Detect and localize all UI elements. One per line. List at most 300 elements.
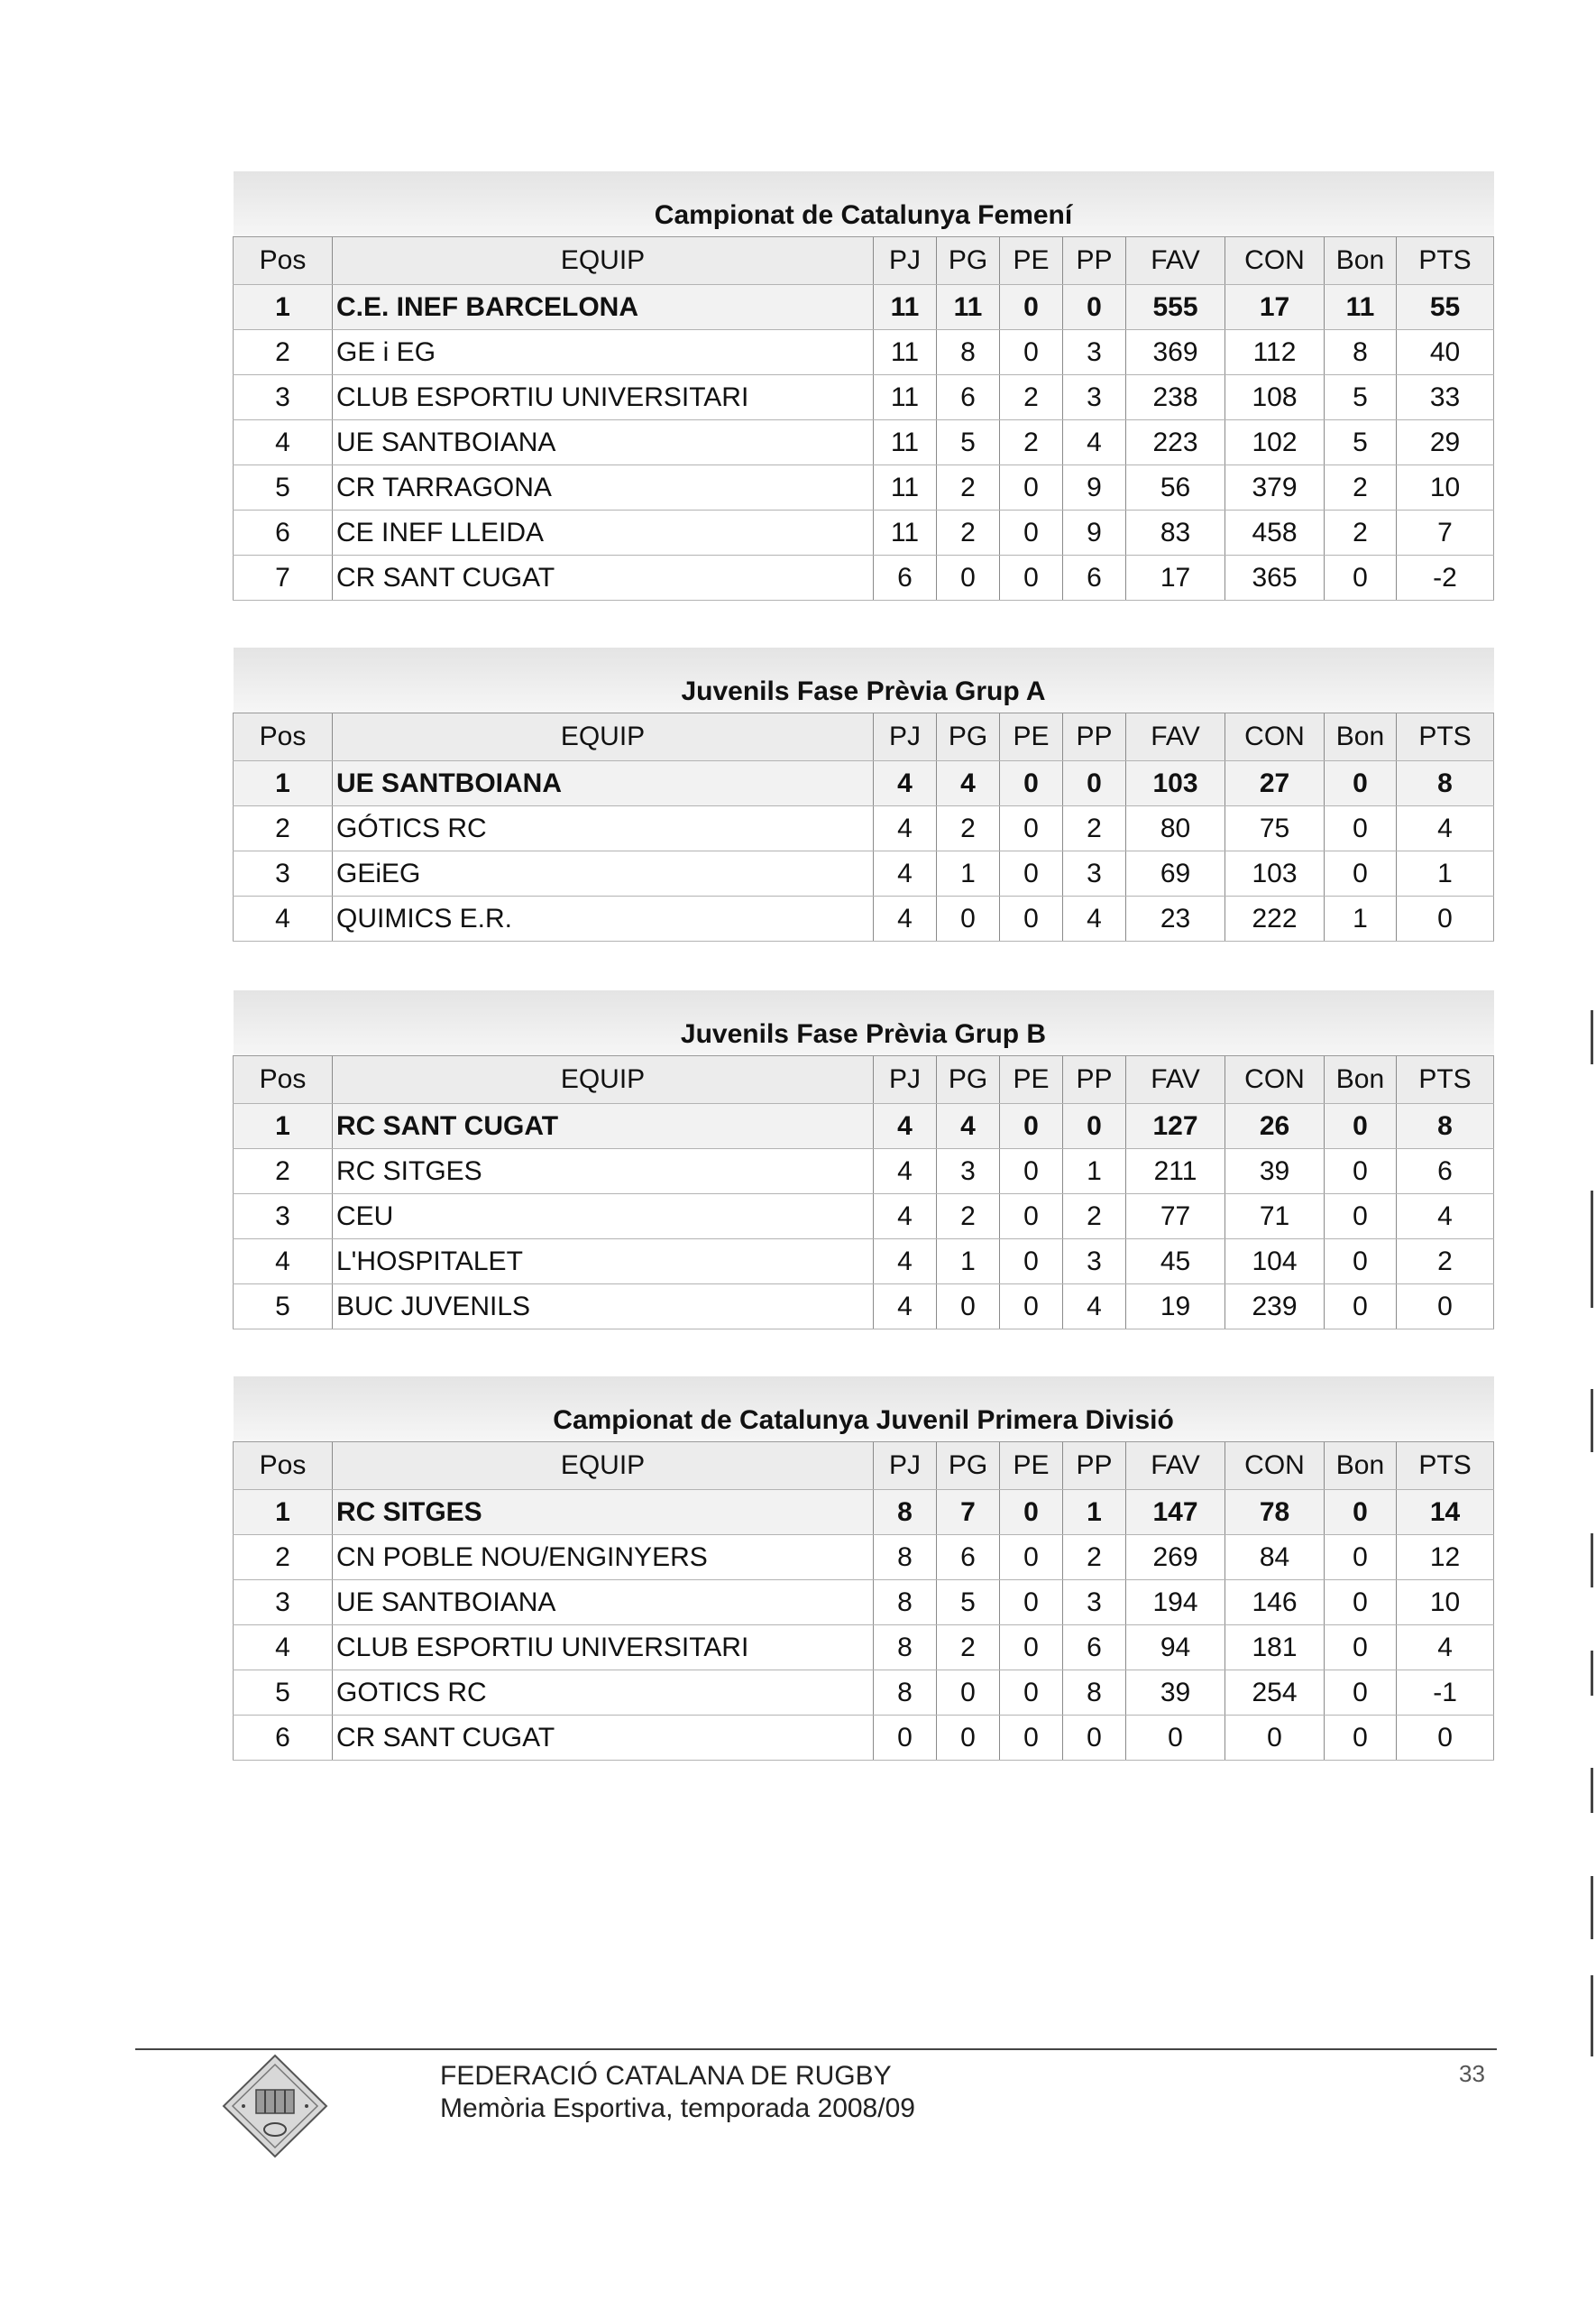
cell-pos: 3 xyxy=(234,1194,333,1239)
table-header-row xyxy=(234,1442,1494,1490)
table-row xyxy=(234,375,1494,420)
header-pp: PP xyxy=(1063,713,1126,761)
cell-team: GE i EG xyxy=(333,330,874,375)
header-bon: Bon xyxy=(1325,713,1397,761)
table-row xyxy=(234,897,1494,942)
header-con: CON xyxy=(1225,713,1325,761)
cell-con: 365 xyxy=(1225,556,1325,601)
cell-fav: 23 xyxy=(1126,897,1225,942)
cell-pg: 11 xyxy=(937,285,1000,330)
cell-pe: 0 xyxy=(1000,285,1063,330)
page-edge-mark xyxy=(1591,1533,1593,1587)
header-pts: PTS xyxy=(1397,1442,1494,1490)
cell-fav: 94 xyxy=(1126,1625,1225,1670)
cell-pe: 0 xyxy=(1000,1149,1063,1194)
cell-pe: 0 xyxy=(1000,1490,1063,1535)
cell-bon: 0 xyxy=(1325,1284,1397,1329)
cell-con: 239 xyxy=(1225,1284,1325,1329)
cell-pts: 2 xyxy=(1397,1239,1494,1284)
cell-pe: 0 xyxy=(1000,330,1063,375)
header-pos: Pos xyxy=(234,1442,333,1490)
cell-pos: 3 xyxy=(234,375,333,420)
page-edge-mark xyxy=(1591,1191,1593,1308)
cell-pg: 2 xyxy=(937,1625,1000,1670)
cell-team: CR SANT CUGAT xyxy=(333,556,874,601)
header-fav: FAV xyxy=(1126,1442,1225,1490)
header-pj: PJ xyxy=(874,713,937,761)
cell-team: GEiEG xyxy=(333,851,874,897)
cell-pg: 8 xyxy=(937,330,1000,375)
cell-bon: 0 xyxy=(1325,1535,1397,1580)
cell-pts: 40 xyxy=(1397,330,1494,375)
cell-pj: 11 xyxy=(874,330,937,375)
cell-pts: 10 xyxy=(1397,465,1494,511)
cell-pts: 4 xyxy=(1397,806,1494,851)
cell-pj: 11 xyxy=(874,375,937,420)
table-row xyxy=(234,851,1494,897)
cell-pe: 0 xyxy=(1000,897,1063,942)
cell-pos: 2 xyxy=(234,330,333,375)
cell-pts: 0 xyxy=(1397,1284,1494,1329)
cell-fav: 77 xyxy=(1126,1194,1225,1239)
footer-subtitle: Memòria Esportiva, temporada 2008/09 xyxy=(440,2093,915,2123)
table-row xyxy=(234,1490,1494,1535)
table-title-row xyxy=(234,171,1494,237)
cell-pos: 3 xyxy=(234,1580,333,1625)
cell-pj: 4 xyxy=(874,1149,937,1194)
cell-pe: 0 xyxy=(1000,1625,1063,1670)
header-pj: PJ xyxy=(874,1442,937,1490)
cell-pts: 8 xyxy=(1397,1104,1494,1149)
cell-pp: 6 xyxy=(1063,556,1126,601)
table-row xyxy=(234,285,1494,330)
cell-team: RC SITGES xyxy=(333,1490,874,1535)
table-header-row xyxy=(234,713,1494,761)
cell-bon: 0 xyxy=(1325,1104,1397,1149)
cell-pg: 4 xyxy=(937,1104,1000,1149)
cell-pj: 8 xyxy=(874,1625,937,1670)
cell-pos: 7 xyxy=(234,556,333,601)
cell-pp: 3 xyxy=(1063,1239,1126,1284)
cell-con: 112 xyxy=(1225,330,1325,375)
cell-pe: 0 xyxy=(1000,1580,1063,1625)
cell-pg: 3 xyxy=(937,1149,1000,1194)
cell-pj: 8 xyxy=(874,1670,937,1716)
cell-con: 379 xyxy=(1225,465,1325,511)
page-edge-mark xyxy=(1591,1975,1593,2056)
header-pj: PJ xyxy=(874,1056,937,1104)
cell-pe: 0 xyxy=(1000,806,1063,851)
cell-pp: 4 xyxy=(1063,420,1126,465)
cell-team: RC SITGES xyxy=(333,1149,874,1194)
cell-bon: 0 xyxy=(1325,1716,1397,1761)
standings-table-juvenil-primera xyxy=(233,1376,1494,1761)
cell-fav: 269 xyxy=(1126,1535,1225,1580)
cell-pts: 14 xyxy=(1397,1490,1494,1535)
cell-pts: 12 xyxy=(1397,1535,1494,1580)
cell-pg: 2 xyxy=(937,806,1000,851)
cell-pts: 0 xyxy=(1397,1716,1494,1761)
cell-pts: 0 xyxy=(1397,897,1494,942)
cell-pos: 1 xyxy=(234,1490,333,1535)
cell-team: C.E. INEF BARCELONA xyxy=(333,285,874,330)
cell-pj: 8 xyxy=(874,1535,937,1580)
cell-bon: 2 xyxy=(1325,511,1397,556)
cell-con: 17 xyxy=(1225,285,1325,330)
header-pe: PE xyxy=(1000,713,1063,761)
cell-pts: 10 xyxy=(1397,1580,1494,1625)
cell-pg: 0 xyxy=(937,1670,1000,1716)
cell-con: 102 xyxy=(1225,420,1325,465)
cell-pg: 2 xyxy=(937,465,1000,511)
table-row xyxy=(234,1149,1494,1194)
cell-pts: 7 xyxy=(1397,511,1494,556)
cell-con: 181 xyxy=(1225,1625,1325,1670)
cell-pj: 4 xyxy=(874,1194,937,1239)
cell-con: 222 xyxy=(1225,897,1325,942)
cell-pp: 3 xyxy=(1063,851,1126,897)
cell-pp: 4 xyxy=(1063,897,1126,942)
cell-pe: 0 xyxy=(1000,1284,1063,1329)
cell-pj: 4 xyxy=(874,761,937,806)
footer-text xyxy=(440,2060,915,2125)
table-row xyxy=(234,1194,1494,1239)
cell-pg: 5 xyxy=(937,420,1000,465)
header-equip: EQUIP xyxy=(333,713,874,761)
cell-team: CR TARRAGONA xyxy=(333,465,874,511)
cell-bon: 0 xyxy=(1325,1670,1397,1716)
header-pe: PE xyxy=(1000,1442,1063,1490)
cell-pg: 0 xyxy=(937,1716,1000,1761)
header-pe: PE xyxy=(1000,1056,1063,1104)
cell-pj: 4 xyxy=(874,1104,937,1149)
cell-pos: 6 xyxy=(234,1716,333,1761)
header-bon: Bon xyxy=(1325,237,1397,285)
page-number: 33 xyxy=(1459,2060,1485,2087)
cell-fav: 56 xyxy=(1126,465,1225,511)
table-row xyxy=(234,1580,1494,1625)
cell-pp: 0 xyxy=(1063,761,1126,806)
header-bon: Bon xyxy=(1325,1056,1397,1104)
cell-pos: 1 xyxy=(234,761,333,806)
cell-pj: 4 xyxy=(874,1239,937,1284)
table-title: Campionat de Catalunya Juvenil Primera Divisió xyxy=(234,1376,1494,1442)
cell-pos: 4 xyxy=(234,420,333,465)
table-title-row xyxy=(234,1376,1494,1442)
cell-pts: -1 xyxy=(1397,1670,1494,1716)
cell-pe: 0 xyxy=(1000,851,1063,897)
cell-bon: 1 xyxy=(1325,897,1397,942)
table-row xyxy=(234,465,1494,511)
cell-team: L'HOSPITALET xyxy=(333,1239,874,1284)
footer-divider xyxy=(135,2048,1497,2050)
cell-fav: 211 xyxy=(1126,1149,1225,1194)
cell-pp: 0 xyxy=(1063,1104,1126,1149)
header-con: CON xyxy=(1225,1442,1325,1490)
page-edge-mark xyxy=(1591,1389,1593,1452)
table-title: Juvenils Fase Prèvia Grup A xyxy=(234,648,1494,713)
cell-bon: 0 xyxy=(1325,1625,1397,1670)
table-row xyxy=(234,511,1494,556)
cell-pos: 4 xyxy=(234,897,333,942)
cell-pg: 7 xyxy=(937,1490,1000,1535)
table-row xyxy=(234,1104,1494,1149)
cell-fav: 69 xyxy=(1126,851,1225,897)
cell-pp: 8 xyxy=(1063,1670,1126,1716)
header-pg: PG xyxy=(937,713,1000,761)
header-fav: FAV xyxy=(1126,713,1225,761)
cell-pp: 3 xyxy=(1063,1580,1126,1625)
cell-pg: 0 xyxy=(937,897,1000,942)
cell-fav: 0 xyxy=(1126,1716,1225,1761)
table-row xyxy=(234,420,1494,465)
table-title-row xyxy=(234,648,1494,713)
cell-bon: 5 xyxy=(1325,420,1397,465)
header-pe: PE xyxy=(1000,237,1063,285)
table-row xyxy=(234,1239,1494,1284)
cell-pj: 8 xyxy=(874,1490,937,1535)
table-row xyxy=(234,761,1494,806)
cell-pts: -2 xyxy=(1397,556,1494,601)
cell-pp: 3 xyxy=(1063,375,1126,420)
cell-pe: 0 xyxy=(1000,761,1063,806)
cell-con: 39 xyxy=(1225,1149,1325,1194)
cell-pe: 2 xyxy=(1000,375,1063,420)
cell-fav: 238 xyxy=(1126,375,1225,420)
cell-fav: 194 xyxy=(1126,1580,1225,1625)
cell-pos: 1 xyxy=(234,285,333,330)
table-row xyxy=(234,1535,1494,1580)
cell-pg: 2 xyxy=(937,1194,1000,1239)
cell-fav: 369 xyxy=(1126,330,1225,375)
cell-pe: 0 xyxy=(1000,1670,1063,1716)
header-pos: Pos xyxy=(234,713,333,761)
header-equip: EQUIP xyxy=(333,237,874,285)
cell-pp: 6 xyxy=(1063,1625,1126,1670)
standings-table-femeni xyxy=(233,171,1494,601)
cell-bon: 0 xyxy=(1325,556,1397,601)
cell-bon: 0 xyxy=(1325,1149,1397,1194)
cell-pos: 4 xyxy=(234,1239,333,1284)
header-pg: PG xyxy=(937,1442,1000,1490)
header-pp: PP xyxy=(1063,237,1126,285)
cell-pp: 1 xyxy=(1063,1490,1126,1535)
cell-team: GOTICS RC xyxy=(333,1670,874,1716)
cell-bon: 11 xyxy=(1325,285,1397,330)
cell-team: GÓTICS RC xyxy=(333,806,874,851)
table-title-row xyxy=(234,990,1494,1056)
cell-pos: 5 xyxy=(234,465,333,511)
cell-pp: 9 xyxy=(1063,511,1126,556)
cell-bon: 0 xyxy=(1325,806,1397,851)
cell-pp: 2 xyxy=(1063,1194,1126,1239)
cell-pj: 4 xyxy=(874,806,937,851)
header-pos: Pos xyxy=(234,1056,333,1104)
cell-pts: 55 xyxy=(1397,285,1494,330)
table-title: Juvenils Fase Prèvia Grup B xyxy=(234,990,1494,1056)
cell-pe: 0 xyxy=(1000,1716,1063,1761)
table-row xyxy=(234,330,1494,375)
cell-team: UE SANTBOIANA xyxy=(333,761,874,806)
cell-team: CEU xyxy=(333,1194,874,1239)
table-header-row xyxy=(234,1056,1494,1104)
cell-pp: 4 xyxy=(1063,1284,1126,1329)
cell-pj: 6 xyxy=(874,556,937,601)
cell-fav: 147 xyxy=(1126,1490,1225,1535)
standings-table-grup-a xyxy=(233,648,1494,942)
cell-fav: 39 xyxy=(1126,1670,1225,1716)
cell-bon: 8 xyxy=(1325,330,1397,375)
cell-pj: 11 xyxy=(874,465,937,511)
header-pp: PP xyxy=(1063,1056,1126,1104)
cell-pos: 2 xyxy=(234,806,333,851)
header-pj: PJ xyxy=(874,237,937,285)
cell-pp: 1 xyxy=(1063,1149,1126,1194)
cell-pos: 6 xyxy=(234,511,333,556)
cell-pj: 0 xyxy=(874,1716,937,1761)
cell-team: CE INEF LLEIDA xyxy=(333,511,874,556)
cell-pg: 1 xyxy=(937,851,1000,897)
cell-con: 75 xyxy=(1225,806,1325,851)
cell-con: 0 xyxy=(1225,1716,1325,1761)
cell-pe: 0 xyxy=(1000,1239,1063,1284)
cell-con: 71 xyxy=(1225,1194,1325,1239)
cell-pp: 2 xyxy=(1063,1535,1126,1580)
cell-pg: 2 xyxy=(937,511,1000,556)
cell-pe: 2 xyxy=(1000,420,1063,465)
header-con: CON xyxy=(1225,1056,1325,1104)
footer-organization: FEDERACIÓ CATALANA DE RUGBY xyxy=(440,2061,892,2091)
cell-fav: 127 xyxy=(1126,1104,1225,1149)
cell-bon: 5 xyxy=(1325,375,1397,420)
cell-pg: 4 xyxy=(937,761,1000,806)
cell-pts: 8 xyxy=(1397,761,1494,806)
header-equip: EQUIP xyxy=(333,1056,874,1104)
cell-pj: 11 xyxy=(874,420,937,465)
cell-pp: 0 xyxy=(1063,285,1126,330)
cell-pe: 0 xyxy=(1000,556,1063,601)
cell-pe: 0 xyxy=(1000,1104,1063,1149)
cell-fav: 45 xyxy=(1126,1239,1225,1284)
cell-pp: 0 xyxy=(1063,1716,1126,1761)
cell-pg: 1 xyxy=(937,1239,1000,1284)
cell-pos: 5 xyxy=(234,1284,333,1329)
table-row xyxy=(234,556,1494,601)
page-edge-mark xyxy=(1591,1010,1593,1064)
cell-con: 103 xyxy=(1225,851,1325,897)
cell-pj: 4 xyxy=(874,897,937,942)
cell-fav: 83 xyxy=(1126,511,1225,556)
cell-team: CN POBLE NOU/ENGINYERS xyxy=(333,1535,874,1580)
header-pos: Pos xyxy=(234,237,333,285)
cell-pe: 0 xyxy=(1000,511,1063,556)
cell-pg: 5 xyxy=(937,1580,1000,1625)
table-row xyxy=(234,1284,1494,1329)
cell-pos: 1 xyxy=(234,1104,333,1149)
header-bon: Bon xyxy=(1325,1442,1397,1490)
cell-fav: 17 xyxy=(1126,556,1225,601)
cell-team: QUIMICS E.R. xyxy=(333,897,874,942)
cell-pe: 0 xyxy=(1000,1194,1063,1239)
header-pts: PTS xyxy=(1397,1056,1494,1104)
cell-pj: 11 xyxy=(874,511,937,556)
cell-pos: 4 xyxy=(234,1625,333,1670)
cell-con: 146 xyxy=(1225,1580,1325,1625)
cell-pg: 0 xyxy=(937,1284,1000,1329)
cell-fav: 80 xyxy=(1126,806,1225,851)
cell-con: 458 xyxy=(1225,511,1325,556)
table-row xyxy=(234,806,1494,851)
cell-pj: 4 xyxy=(874,851,937,897)
cell-team: CR SANT CUGAT xyxy=(333,1716,874,1761)
table-header-row xyxy=(234,237,1494,285)
cell-con: 84 xyxy=(1225,1535,1325,1580)
cell-team: UE SANTBOIANA xyxy=(333,420,874,465)
table-title: Campionat de Catalunya Femení xyxy=(234,171,1494,237)
cell-fav: 223 xyxy=(1126,420,1225,465)
header-fav: FAV xyxy=(1126,237,1225,285)
cell-pj: 4 xyxy=(874,1284,937,1329)
cell-pg: 6 xyxy=(937,375,1000,420)
cell-pp: 3 xyxy=(1063,330,1126,375)
cell-con: 254 xyxy=(1225,1670,1325,1716)
cell-pp: 2 xyxy=(1063,806,1126,851)
cell-pts: 4 xyxy=(1397,1625,1494,1670)
header-pts: PTS xyxy=(1397,237,1494,285)
cell-bon: 0 xyxy=(1325,1194,1397,1239)
cell-team: CLUB ESPORTIU UNIVERSITARI xyxy=(333,375,874,420)
cell-pg: 6 xyxy=(937,1535,1000,1580)
header-pg: PG xyxy=(937,1056,1000,1104)
table-row xyxy=(234,1670,1494,1716)
cell-pp: 9 xyxy=(1063,465,1126,511)
page-edge-mark xyxy=(1591,1651,1593,1696)
cell-con: 26 xyxy=(1225,1104,1325,1149)
cell-pts: 1 xyxy=(1397,851,1494,897)
cell-pts: 29 xyxy=(1397,420,1494,465)
table-row xyxy=(234,1625,1494,1670)
cell-bon: 0 xyxy=(1325,1490,1397,1535)
cell-team: BUC JUVENILS xyxy=(333,1284,874,1329)
cell-fav: 19 xyxy=(1126,1284,1225,1329)
table-row xyxy=(234,1716,1494,1761)
cell-team: RC SANT CUGAT xyxy=(333,1104,874,1149)
cell-team: CLUB ESPORTIU UNIVERSITARI xyxy=(333,1625,874,1670)
standings-table-grup-b xyxy=(233,990,1494,1329)
page-edge-mark xyxy=(1591,1876,1593,1939)
cell-fav: 103 xyxy=(1126,761,1225,806)
cell-bon: 0 xyxy=(1325,1580,1397,1625)
cell-bon: 0 xyxy=(1325,761,1397,806)
cell-pj: 8 xyxy=(874,1580,937,1625)
page-edge-mark xyxy=(1591,1768,1593,1813)
cell-fav: 555 xyxy=(1126,285,1225,330)
cell-pts: 6 xyxy=(1397,1149,1494,1194)
cell-pos: 5 xyxy=(234,1670,333,1716)
cell-con: 27 xyxy=(1225,761,1325,806)
cell-pg: 0 xyxy=(937,556,1000,601)
cell-bon: 0 xyxy=(1325,1239,1397,1284)
header-pg: PG xyxy=(937,237,1000,285)
cell-pe: 0 xyxy=(1000,465,1063,511)
cell-pj: 11 xyxy=(874,285,937,330)
cell-bon: 0 xyxy=(1325,851,1397,897)
cell-con: 78 xyxy=(1225,1490,1325,1535)
cell-con: 108 xyxy=(1225,375,1325,420)
cell-pos: 2 xyxy=(234,1149,333,1194)
cell-pts: 33 xyxy=(1397,375,1494,420)
cell-pts: 4 xyxy=(1397,1194,1494,1239)
